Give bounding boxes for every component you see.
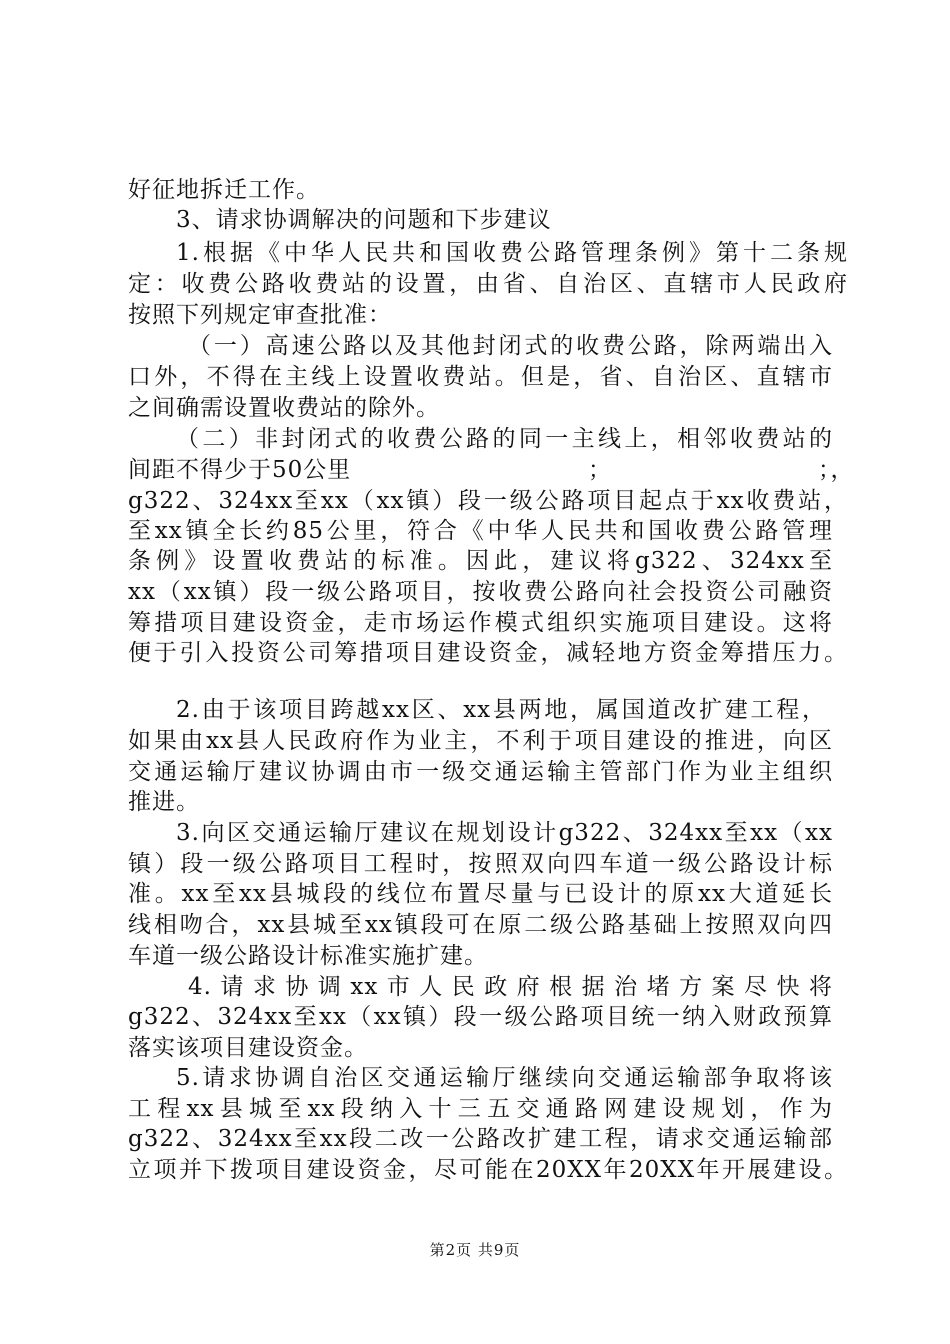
text-line: 5.请求协调自治区交通运输厅继续向交通运输部争取将该	[176, 1065, 833, 1091]
text-line: （一）高速公路以及其他封闭式的收费公路，除两端出入	[188, 333, 833, 359]
text-line: 车道一级公路设计标准实施扩建。	[128, 943, 488, 969]
text-line: xx（xx镇）段一级公路项目，按收费公路向社会投资公司融资	[128, 579, 833, 605]
text-line: g322、324xx至xx（xx镇）段一级公路项目起点于xx收费站，	[128, 488, 848, 514]
text-line: 至xx镇全长约85公里，符合《中华人民共和国收费公路管理	[128, 518, 833, 544]
text-line: 定：收费公路收费站的设置，由省、自治区、直辖市人民政府	[128, 271, 848, 297]
text-line: 1.根据《中华人民共和国收费公路管理条例》第十二条规	[176, 240, 848, 266]
text-line: 落实该项目建设资金。	[128, 1035, 368, 1061]
text-line: g322、324xx至xx（xx镇）段一级公路项目统一纳入财政预算	[128, 1004, 833, 1030]
text-line: 筹措项目建设资金，走市场运作模式组织实施项目建设。这将	[128, 610, 833, 636]
text-line: 工程xx县城至xx段纳入十三五交通路网建设规划，作为	[128, 1096, 833, 1122]
text-line: 口外，不得在主线上设置收费站。但是，省、自治区、直辖市	[128, 364, 833, 390]
page-number: 第2页 共9页	[429, 1241, 521, 1259]
section-heading: 3、请求协调解决的问题和下步建议	[176, 207, 552, 233]
text-line: 推进。	[128, 789, 200, 815]
text-line: 立项并下拨项目建设资金，尽可能在20XX年20XX年开展建设。	[128, 1157, 848, 1183]
text-line: 3.向区交通运输厅建议在规划设计g322、324xx至xx（xx	[176, 820, 833, 846]
text-line: 按照下列规定审查批准：	[128, 302, 392, 328]
text-line: 交通运输厅建议协调由市一级交通运输主管部门作为业主组织	[128, 759, 833, 785]
text-line: 线相吻合，xx县城至xx镇段可在原二级公路基础上按照双向四	[128, 912, 833, 938]
text-line: 镇）段一级公路项目工程时，按照双向四车道一级公路设计标	[128, 851, 833, 877]
text-line: 条例》设置收费站的标准。因此，建议将g322、324xx至	[128, 548, 833, 574]
text-line: 好征地拆迁工作。	[128, 177, 320, 203]
text-line: 如果由xx县人民政府作为业主，不利于项目建设的推进，向区	[128, 728, 833, 754]
text-line: （二）非封闭式的收费公路的同一主线上，相邻收费站的	[176, 426, 833, 452]
text-line: ；，	[818, 457, 855, 483]
text-line: 准。xx至xx县城段的线位布置尽量与已设计的原xx大道延长	[128, 881, 833, 907]
text-line: ；	[588, 457, 612, 483]
text-line: g322、324xx至xx段二改一公路改扩建工程，请求交通运输部	[128, 1126, 833, 1152]
text-line: 便于引入投资公司筹措项目建设资金，减轻地方资金筹措压力。	[128, 640, 848, 666]
text-line: 2.由于该项目跨越xx区、xx县两地，属国道改扩建工程，	[176, 697, 826, 723]
text-line: 4.请求协调xx市人民政府根据治堵方案尽快将	[188, 974, 833, 1000]
text-line: 之间确需设置收费站的除外。	[128, 395, 440, 421]
text-line: 间距不得少于50公里	[128, 457, 352, 483]
